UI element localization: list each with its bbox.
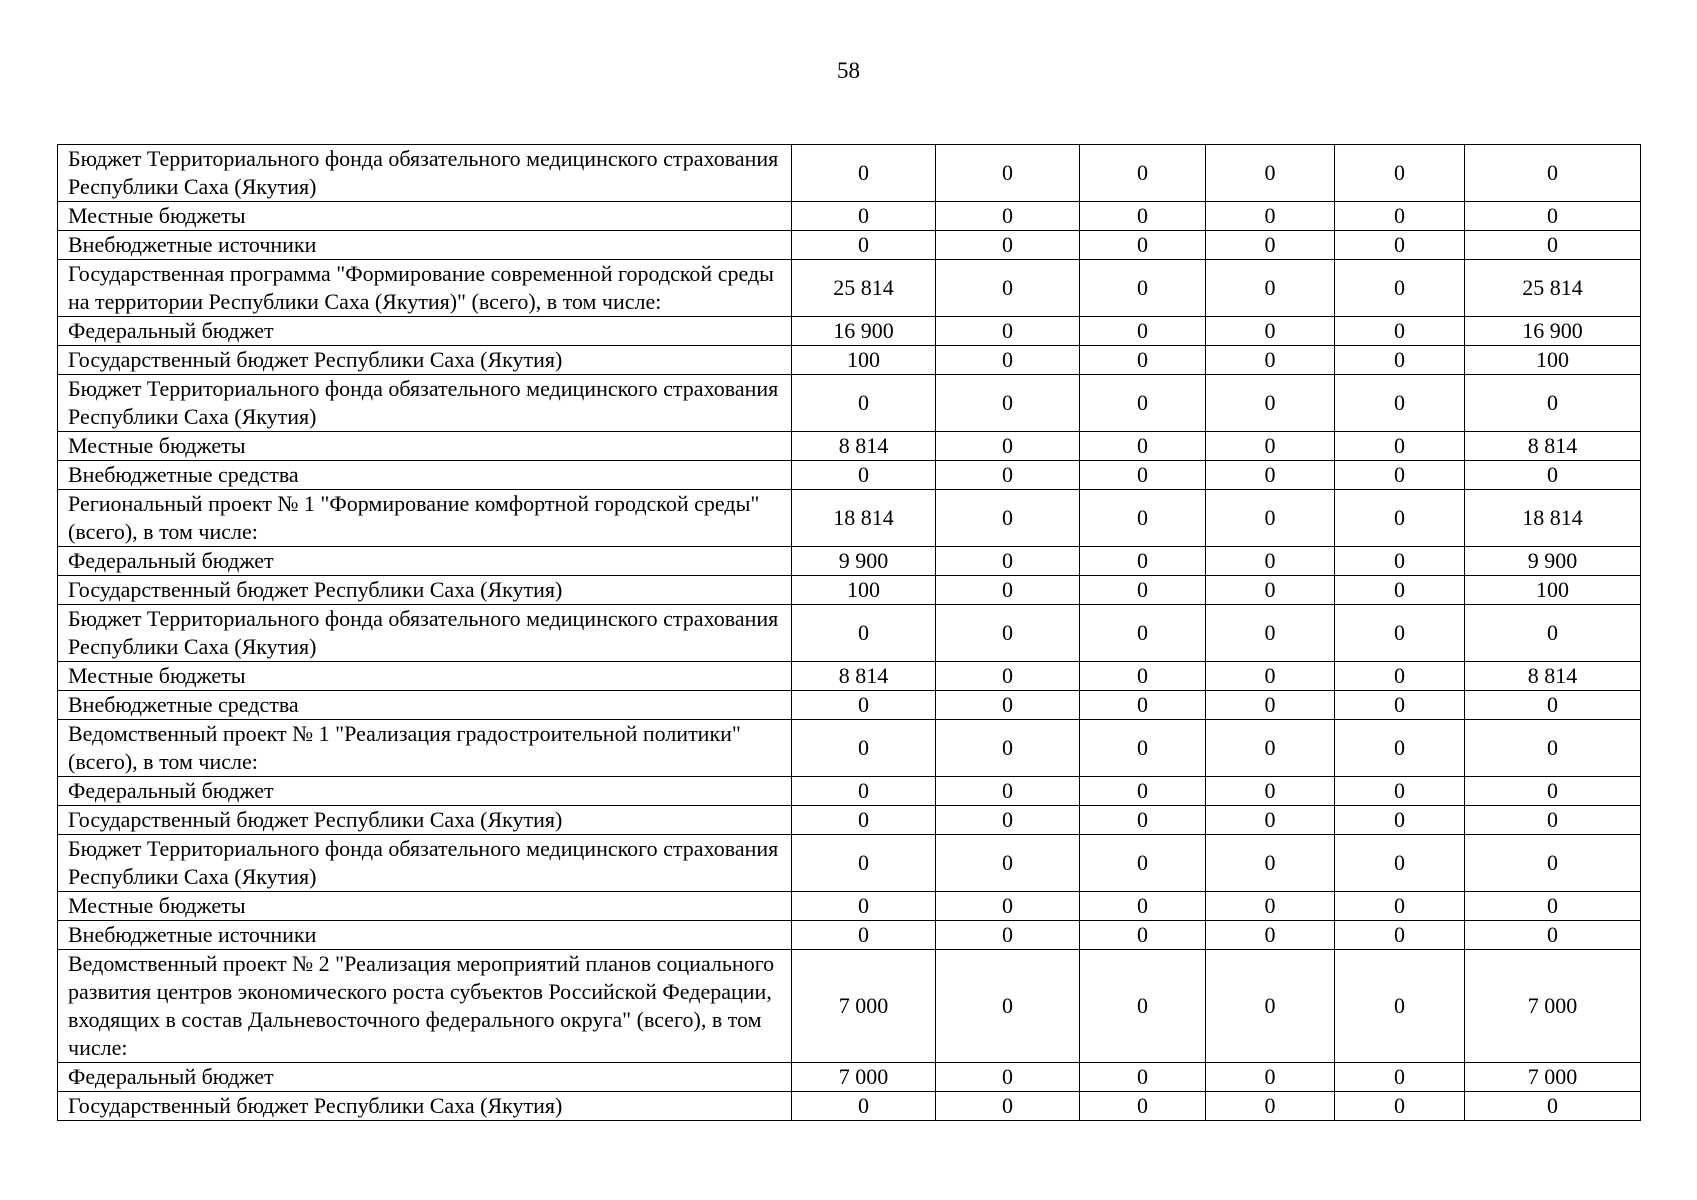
table-row <box>58 547 1641 576</box>
value-cell: 0 <box>1080 691 1206 720</box>
value-cell: 0 <box>1335 950 1465 1063</box>
table-body <box>58 145 1641 1121</box>
value-cell: 0 <box>1206 921 1335 950</box>
row-label: Бюджет Территориального фонда обязательного медицинского страхования Республики Саха (Якутия) <box>58 605 792 662</box>
value-cell: 0 <box>1335 576 1465 605</box>
value-cell: 8 814 <box>1465 432 1641 461</box>
value-cell: 0 <box>1080 547 1206 576</box>
value-cell: 8 814 <box>792 662 936 691</box>
value-cell: 0 <box>936 260 1080 317</box>
row-label: Внебюджетные средства <box>58 461 792 490</box>
value-cell: 0 <box>1465 461 1641 490</box>
table-row <box>58 576 1641 605</box>
value-cell: 0 <box>792 605 936 662</box>
table-row <box>58 691 1641 720</box>
table-row <box>58 892 1641 921</box>
value-cell: 0 <box>936 375 1080 432</box>
table-row <box>58 950 1641 1063</box>
value-cell: 0 <box>1206 346 1335 375</box>
value-cell: 0 <box>792 806 936 835</box>
value-cell: 0 <box>1206 231 1335 260</box>
value-cell: 0 <box>1465 835 1641 892</box>
value-cell: 0 <box>1335 1063 1465 1092</box>
value-cell: 0 <box>1465 921 1641 950</box>
value-cell: 7 000 <box>1465 950 1641 1063</box>
value-cell: 0 <box>1206 490 1335 547</box>
value-cell: 0 <box>1080 720 1206 777</box>
value-cell: 0 <box>1335 547 1465 576</box>
row-label: Внебюджетные средства <box>58 691 792 720</box>
value-cell: 0 <box>1080 806 1206 835</box>
table-row <box>58 921 1641 950</box>
page-number: 58 <box>837 58 860 83</box>
value-cell: 0 <box>1206 662 1335 691</box>
table-row <box>58 1092 1641 1121</box>
table-row <box>58 605 1641 662</box>
value-cell: 18 814 <box>1465 490 1641 547</box>
value-cell: 0 <box>1335 145 1465 202</box>
value-cell: 0 <box>1335 605 1465 662</box>
value-cell: 0 <box>1465 720 1641 777</box>
value-cell: 0 <box>1080 461 1206 490</box>
value-cell: 0 <box>1080 605 1206 662</box>
row-label: Региональный проект № 1 "Формирование комфортной городской среды" (всего), в том числе: <box>58 490 792 547</box>
value-cell: 0 <box>1335 806 1465 835</box>
value-cell: 0 <box>1080 1092 1206 1121</box>
value-cell: 0 <box>792 461 936 490</box>
value-cell: 8 814 <box>1465 662 1641 691</box>
table-row <box>58 432 1641 461</box>
table-row <box>58 231 1641 260</box>
value-cell: 9 900 <box>1465 547 1641 576</box>
value-cell: 0 <box>936 202 1080 231</box>
value-cell: 0 <box>1465 892 1641 921</box>
value-cell: 7 000 <box>792 1063 936 1092</box>
row-label: Федеральный бюджет <box>58 777 792 806</box>
value-cell: 0 <box>1080 777 1206 806</box>
value-cell: 9 900 <box>792 547 936 576</box>
row-label: Государственный бюджет Республики Саха (Якутия) <box>58 1092 792 1121</box>
value-cell: 0 <box>1080 576 1206 605</box>
value-cell: 0 <box>1080 432 1206 461</box>
value-cell: 0 <box>1335 317 1465 346</box>
value-cell: 0 <box>1080 892 1206 921</box>
value-cell: 0 <box>1206 835 1335 892</box>
value-cell: 0 <box>1465 231 1641 260</box>
value-cell: 0 <box>1206 576 1335 605</box>
value-cell: 0 <box>1080 921 1206 950</box>
value-cell: 0 <box>792 375 936 432</box>
table-row <box>58 662 1641 691</box>
value-cell: 7 000 <box>792 950 936 1063</box>
value-cell: 7 000 <box>1465 1063 1641 1092</box>
value-cell: 0 <box>1335 777 1465 806</box>
budget-table <box>57 144 1641 1121</box>
value-cell: 0 <box>936 231 1080 260</box>
table-row <box>58 835 1641 892</box>
value-cell: 0 <box>936 835 1080 892</box>
row-label: Федеральный бюджет <box>58 1063 792 1092</box>
value-cell: 0 <box>1206 202 1335 231</box>
value-cell: 0 <box>936 777 1080 806</box>
value-cell: 100 <box>1465 346 1641 375</box>
table-row <box>58 461 1641 490</box>
value-cell: 0 <box>1335 691 1465 720</box>
value-cell: 0 <box>1080 317 1206 346</box>
value-cell: 100 <box>792 346 936 375</box>
value-cell: 0 <box>792 720 936 777</box>
row-label: Федеральный бюджет <box>58 547 792 576</box>
value-cell: 0 <box>1206 461 1335 490</box>
value-cell: 0 <box>936 547 1080 576</box>
value-cell: 0 <box>1335 432 1465 461</box>
value-cell: 0 <box>792 892 936 921</box>
row-label: Государственная программа "Формирование современной городской среды на территории Республики Саха (Якутия)" (всего), в том числе: <box>58 260 792 317</box>
table-row <box>58 145 1641 202</box>
value-cell: 0 <box>1206 892 1335 921</box>
value-cell: 0 <box>936 605 1080 662</box>
value-cell: 0 <box>1335 490 1465 547</box>
value-cell: 0 <box>936 317 1080 346</box>
row-label: Государственный бюджет Республики Саха (Якутия) <box>58 806 792 835</box>
value-cell: 0 <box>1080 346 1206 375</box>
row-label: Внебюджетные источники <box>58 231 792 260</box>
value-cell: 0 <box>1206 375 1335 432</box>
value-cell: 0 <box>1465 691 1641 720</box>
table-row <box>58 777 1641 806</box>
value-cell: 0 <box>792 921 936 950</box>
value-cell: 0 <box>1335 231 1465 260</box>
value-cell: 8 814 <box>792 432 936 461</box>
value-cell: 0 <box>1206 950 1335 1063</box>
value-cell: 25 814 <box>792 260 936 317</box>
value-cell: 0 <box>1335 921 1465 950</box>
value-cell: 0 <box>1335 1092 1465 1121</box>
value-cell: 0 <box>1335 260 1465 317</box>
value-cell: 0 <box>1465 202 1641 231</box>
value-cell: 0 <box>792 202 936 231</box>
table-row <box>58 260 1641 317</box>
value-cell: 0 <box>1206 1092 1335 1121</box>
value-cell: 0 <box>936 691 1080 720</box>
value-cell: 0 <box>936 461 1080 490</box>
value-cell: 0 <box>1080 490 1206 547</box>
value-cell: 0 <box>1080 662 1206 691</box>
value-cell: 0 <box>936 145 1080 202</box>
value-cell: 0 <box>1080 231 1206 260</box>
value-cell: 100 <box>792 576 936 605</box>
row-label: Федеральный бюджет <box>58 317 792 346</box>
table-row <box>58 1063 1641 1092</box>
value-cell: 0 <box>1080 202 1206 231</box>
value-cell: 0 <box>1206 432 1335 461</box>
value-cell: 0 <box>936 921 1080 950</box>
row-label: Бюджет Территориального фонда обязательного медицинского страхования Республики Саха (Якутия) <box>58 835 792 892</box>
value-cell: 0 <box>1335 662 1465 691</box>
row-label: Бюджет Территориального фонда обязательного медицинского страхования Республики Саха (Якутия) <box>58 375 792 432</box>
value-cell: 0 <box>936 490 1080 547</box>
value-cell: 0 <box>1465 1092 1641 1121</box>
value-cell: 0 <box>1335 375 1465 432</box>
value-cell: 25 814 <box>1465 260 1641 317</box>
value-cell: 0 <box>1335 892 1465 921</box>
value-cell: 0 <box>1465 605 1641 662</box>
value-cell: 0 <box>1080 375 1206 432</box>
value-cell: 0 <box>936 432 1080 461</box>
value-cell: 16 900 <box>792 317 936 346</box>
value-cell: 0 <box>1335 202 1465 231</box>
value-cell: 0 <box>1465 806 1641 835</box>
table-row <box>58 490 1641 547</box>
row-label: Ведомственный проект № 1 "Реализация градостроительной политики" (всего), в том числе: <box>58 720 792 777</box>
value-cell: 0 <box>936 346 1080 375</box>
value-cell: 0 <box>936 806 1080 835</box>
value-cell: 16 900 <box>1465 317 1641 346</box>
value-cell: 0 <box>936 950 1080 1063</box>
value-cell: 0 <box>936 576 1080 605</box>
value-cell: 0 <box>1335 835 1465 892</box>
value-cell: 0 <box>792 835 936 892</box>
value-cell: 0 <box>936 892 1080 921</box>
value-cell: 0 <box>936 1092 1080 1121</box>
value-cell: 0 <box>1335 346 1465 375</box>
value-cell: 0 <box>1080 145 1206 202</box>
value-cell: 0 <box>1080 835 1206 892</box>
row-label: Местные бюджеты <box>58 202 792 231</box>
row-label: Местные бюджеты <box>58 432 792 461</box>
value-cell: 0 <box>1206 547 1335 576</box>
row-label: Государственный бюджет Республики Саха (Якутия) <box>58 576 792 605</box>
value-cell: 0 <box>1465 145 1641 202</box>
table-row <box>58 346 1641 375</box>
row-label: Местные бюджеты <box>58 662 792 691</box>
row-label: Ведомственный проект № 2 "Реализация мероприятий планов социального развития центров экономического роста субъектов Российской Федерации, входящих в состав Дальневосточного федерального округа" (всего), в том числе: <box>58 950 792 1063</box>
value-cell: 0 <box>936 720 1080 777</box>
value-cell: 0 <box>1206 806 1335 835</box>
value-cell: 0 <box>792 777 936 806</box>
value-cell: 100 <box>1465 576 1641 605</box>
value-cell: 0 <box>1335 720 1465 777</box>
value-cell: 18 814 <box>792 490 936 547</box>
value-cell: 0 <box>936 1063 1080 1092</box>
table-row <box>58 317 1641 346</box>
table-row <box>58 806 1641 835</box>
value-cell: 0 <box>1206 605 1335 662</box>
value-cell: 0 <box>1465 375 1641 432</box>
value-cell: 0 <box>1206 691 1335 720</box>
value-cell: 0 <box>792 691 936 720</box>
value-cell: 0 <box>792 1092 936 1121</box>
value-cell: 0 <box>1206 145 1335 202</box>
value-cell: 0 <box>1080 950 1206 1063</box>
value-cell: 0 <box>936 662 1080 691</box>
table-row <box>58 375 1641 432</box>
row-label: Бюджет Территориального фонда обязательного медицинского страхования Республики Саха (Якутия) <box>58 145 792 202</box>
value-cell: 0 <box>792 231 936 260</box>
value-cell: 0 <box>1206 260 1335 317</box>
value-cell: 0 <box>1206 720 1335 777</box>
value-cell: 0 <box>1080 1063 1206 1092</box>
table-row <box>58 720 1641 777</box>
value-cell: 0 <box>1465 777 1641 806</box>
value-cell: 0 <box>1080 260 1206 317</box>
row-label: Местные бюджеты <box>58 892 792 921</box>
value-cell: 0 <box>792 145 936 202</box>
table-row <box>58 202 1641 231</box>
value-cell: 0 <box>1206 777 1335 806</box>
row-label: Внебюджетные источники <box>58 921 792 950</box>
row-label: Государственный бюджет Республики Саха (Якутия) <box>58 346 792 375</box>
value-cell: 0 <box>1206 317 1335 346</box>
value-cell: 0 <box>1335 461 1465 490</box>
value-cell: 0 <box>1206 1063 1335 1092</box>
